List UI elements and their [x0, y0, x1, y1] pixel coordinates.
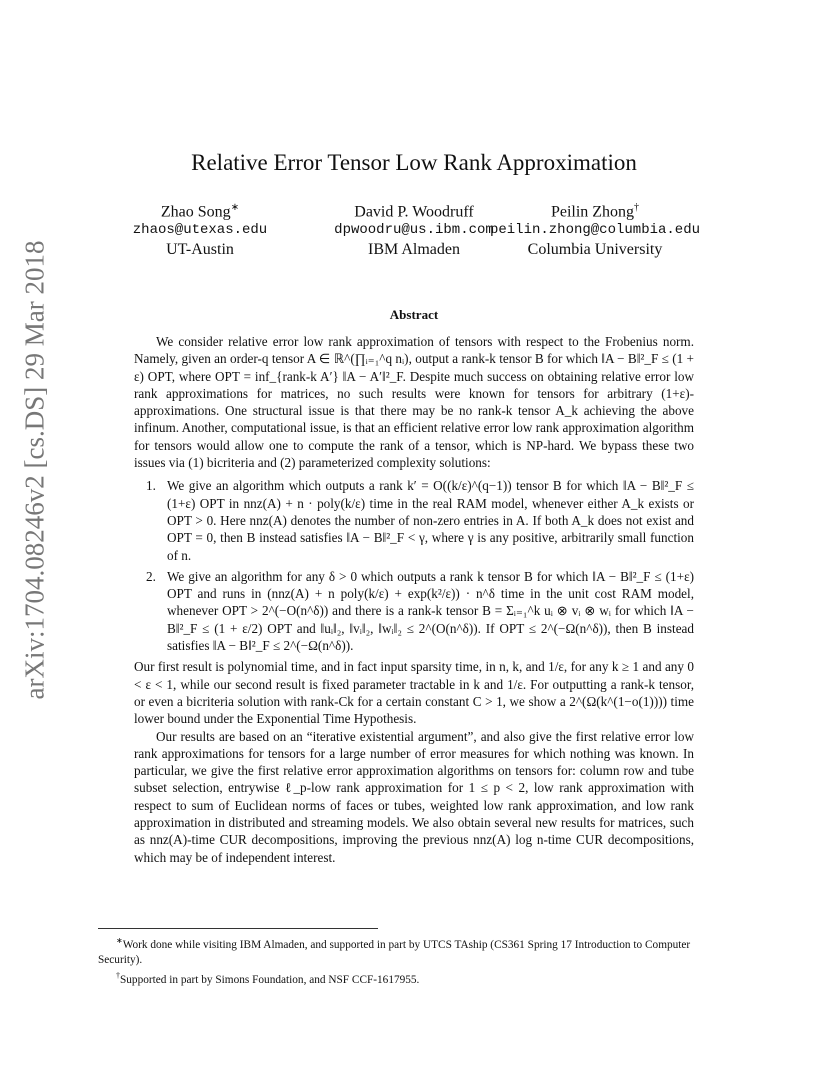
abstract-paragraph-3: Our results are based on an “iterative existential argument”, and also give the first relative error low rank approximations for tensors for a large number of error measures for which nothing was known. In particular, we give the first relative error approximation algorithms on tensors for: column row and tube subset selection, entrywise ℓ_p-low rank approximation for 1 ≤ p < 2, low rank approximation with respect to sum of Euclidean norms of faces or tubes, weighted low rank approximation, and low rank approximation in distributed and streaming models. We also obtain several new results for matrices, such as nnz(A)-time CUR decompositions, improving the previous nnz(A) log n-time CUR decompositions, which may be of independent interest. [134, 728, 694, 865]
paper-title: Relative Error Tensor Low Rank Approximation [191, 150, 637, 175]
author-3-name: Peilin Zhong [550, 203, 635, 221]
author-3-email: peilin.zhong@columbia.edu [489, 222, 701, 239]
abstract-heading: Abstract [389, 307, 439, 322]
abstract-paragraph-2: Our first result is polynomial time, and in fact input sparsity time, in n, k, and 1/ε, for any k ≥ 1 and any 0 < ε < 1, while our second result is fixed parameter tractable in k and 1/ε. For outputting a rank-k tensor, or even a bicriteria solution with rank-Ck for a certain constant C > 1, we show a 2^(Ω(k^(1−o(1)))) time lower bound under the Exponential Time Hypothesis. [134, 659, 694, 727]
contribution-item-2-number: 2. [146, 568, 156, 584]
footnotes [98, 933, 734, 988]
author-3 [475, 198, 715, 259]
contribution-list [134, 477, 694, 654]
arxiv-identifier-text: arXiv:1704.08246v2 [cs.DS] 29 Mar 2018 [19, 240, 50, 700]
author-2-affiliation: IBM Almaden [368, 241, 460, 259]
contribution-item-2-text: We give an algorithm for any δ > 0 which outputs a rank k tensor B for which ‖A − B‖²_F ≤ (1+ε) OPT and runs in (nnz(A) + n poly(k/ε) + exp(k²/ε)) · n^δ time in the unit cost RAM model, whenever OPT > 2^(−O(n^δ)) and there is a rank-k tensor B = Σᵢ₌₁^k uᵢ ⊗ vᵢ ⊗ wᵢ for which ‖A − B‖²_F ≤ (1 + ε/2) OPT and ‖uᵢ‖₂, ‖vᵢ‖₂, ‖wᵢ‖₂ ≤ 2^(O(n^δ)). If OPT ≤ 2^(−Ω(n^δ)), then B instead satisfies ‖A − B‖²_F ≤ 2^(−Ω(n^δ)). [167, 568, 694, 654]
footnote-divider [98, 928, 378, 929]
footnote-2-text: Supported in part by Simons Foundation, and NSF CCF-1617955. [120, 973, 420, 986]
author-1-name: Zhao Song [160, 203, 231, 221]
author-2-email: dpwoodru@us.ibm.com [334, 222, 494, 239]
footnote-1-text: Work done while visiting IBM Almaden, and supported in part by UTCS TAship (CS361 Spring 17 Introduction to Computer Security). [98, 938, 691, 966]
author-1-affiliation: UT-Austin [166, 241, 234, 259]
contribution-item-1 [134, 477, 694, 563]
author-3-mark: † [634, 202, 640, 213]
footnote-1-mark: ∗ [116, 936, 123, 945]
author-1-email: zhaos@utexas.edu [132, 222, 268, 239]
author-3-affiliation: Columbia University [527, 241, 663, 259]
author-1 [80, 198, 320, 259]
arxiv-identifier [10, 240, 60, 700]
footnote-2 [98, 968, 734, 988]
author-1-mark: ∗ [230, 202, 240, 213]
author-2-name: David P. Woodruff [354, 203, 474, 221]
contribution-item-1-number: 1. [146, 478, 156, 494]
contribution-item-2 [134, 568, 694, 654]
contribution-item-1-text: We give an algorithm which outputs a rank k′ = O((k/ε)^(q−1)) tensor B for which ‖A − B‖²_F ≤ (1+ε) OPT in nnz(A) + n · poly(k/ε) time in the real RAM model, whenever either A_k exists or OPT > 0. Here nnz(A) denotes the number of non-zero entries in A. If both A_k does not exist and OPT = 0, then B instead satisfies ‖A − B‖²_F < γ, where γ is any positive, arbitrarily small function of n. [167, 478, 694, 563]
abstract-body [134, 333, 694, 866]
footnote-2-mark: † [116, 970, 120, 980]
footnote-1 [98, 933, 734, 968]
abstract-paragraph-1: We consider relative error low rank approximation of tensors with respect to the Frobenius norm. Namely, given an order-q tensor A ∈ ℝ^(∏ᵢ₌₁^q nᵢ), output a rank-k tensor B for which ‖A − B‖²_F ≤ (1 + ε) OPT, where OPT = inf_{rank-k A′} ‖A − A′‖²_F. Despite much success on obtaining relative error low rank approximations for matrices, no such results were known for tensors for arbitrary (1+ε)-approximations. One structural issue is that there may be no rank-k tensor A_k achieving the above infinum. Another, computational issue, is that an efficient relative error low rank approximation algorithm for tensors would allow one to compute the rank of a tensor, which is NP-hard. We bypass these two issues via (1) bicriteria and (2) parameterized complexity solutions: [134, 334, 694, 471]
